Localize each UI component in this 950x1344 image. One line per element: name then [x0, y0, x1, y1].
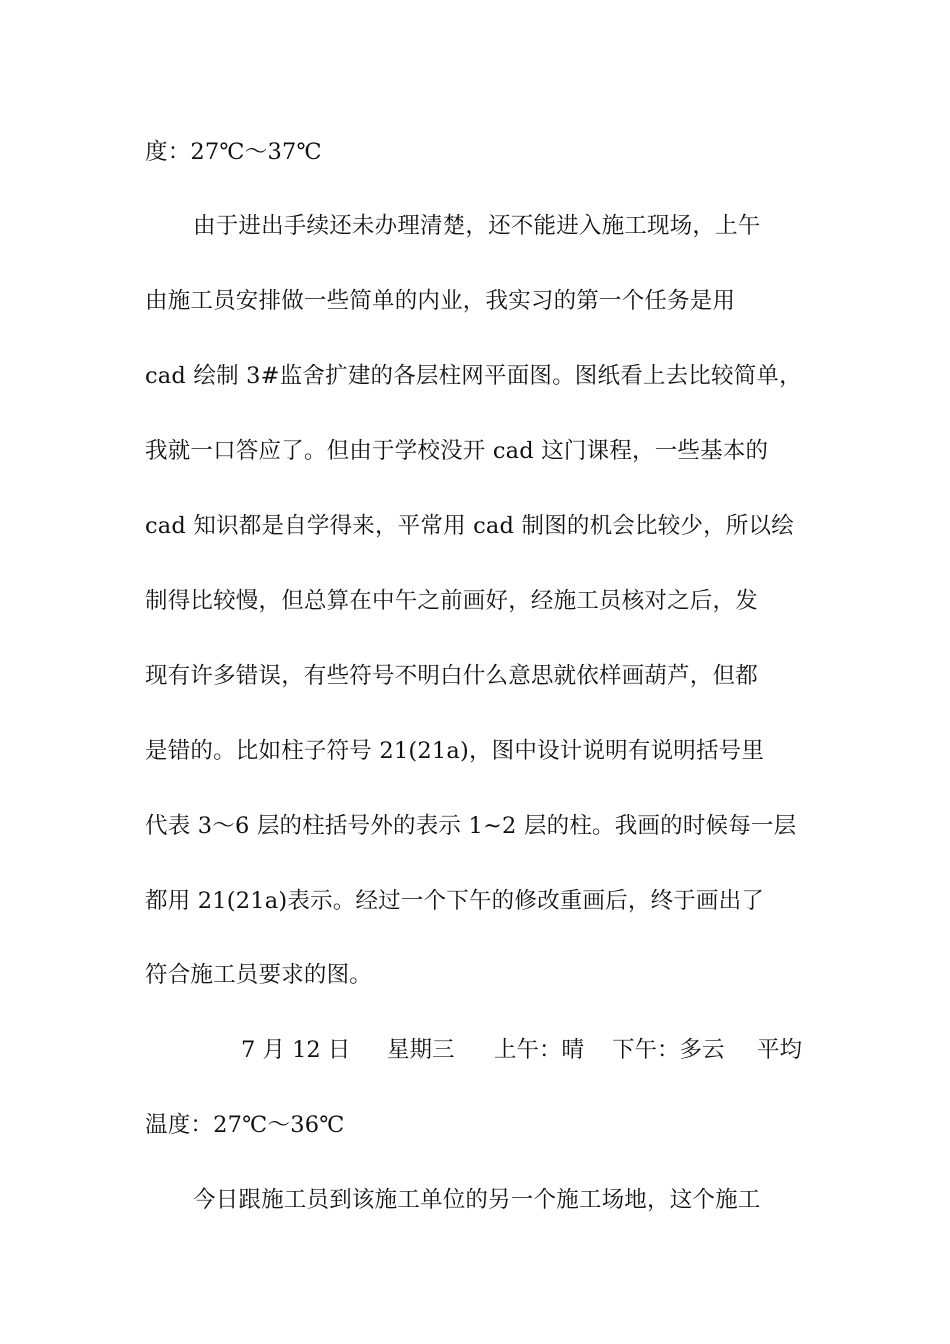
paragraph-first-line: 由于进出手续还未办理清楚，还不能进入施工现场，上午: [193, 213, 761, 239]
text-line: cad 绘制 3#监舍扩建的各层柱网平面图。图纸看上去比较简单，: [145, 363, 802, 389]
text-line: cad 知识都是自学得来，平常用 cad 制图的机会比较少，所以绘: [145, 513, 794, 539]
text-line: 符合施工员要求的图。: [145, 962, 373, 988]
text-line: 是错的。比如柱子符号 21(21a)，图中设计说明有说明括号里: [145, 738, 765, 764]
text-line: 现有许多错误，有些符号不明白什么意思就依样画葫芦，但都: [145, 663, 758, 689]
entry-weather-morning: 上午：晴: [494, 1037, 585, 1063]
entry-average-label: 平均: [757, 1037, 803, 1063]
text-line: 我就一口答应了。但由于学校没开 cad 这门课程，一些基本的: [145, 438, 769, 464]
entry-weather-afternoon: 下午：多云: [612, 1037, 725, 1063]
text-line: 制得比较慢，但总算在中午之前画好，经施工员核对之后，发: [145, 588, 758, 614]
entry-weekday: 星期三: [387, 1037, 455, 1063]
entry-date: 7 月 12 日: [241, 1037, 351, 1063]
text-line: 温度：27℃～36℃: [145, 1112, 345, 1138]
paragraph-first-line: 今日跟施工员到该施工单位的另一个施工场地，这个施工: [193, 1187, 761, 1213]
text-line: 度：27℃～37℃: [145, 139, 322, 165]
text-line: 代表 3～6 层的柱括号外的表示 1~2 层的柱。我画的时候每一层: [145, 813, 797, 839]
text-line: 都用 21(21a)表示。经过一个下午的修改重画后，终于画出了: [145, 888, 765, 914]
text-line: 由施工员安排做一些简单的内业，我实习的第一个任务是用: [145, 288, 736, 314]
